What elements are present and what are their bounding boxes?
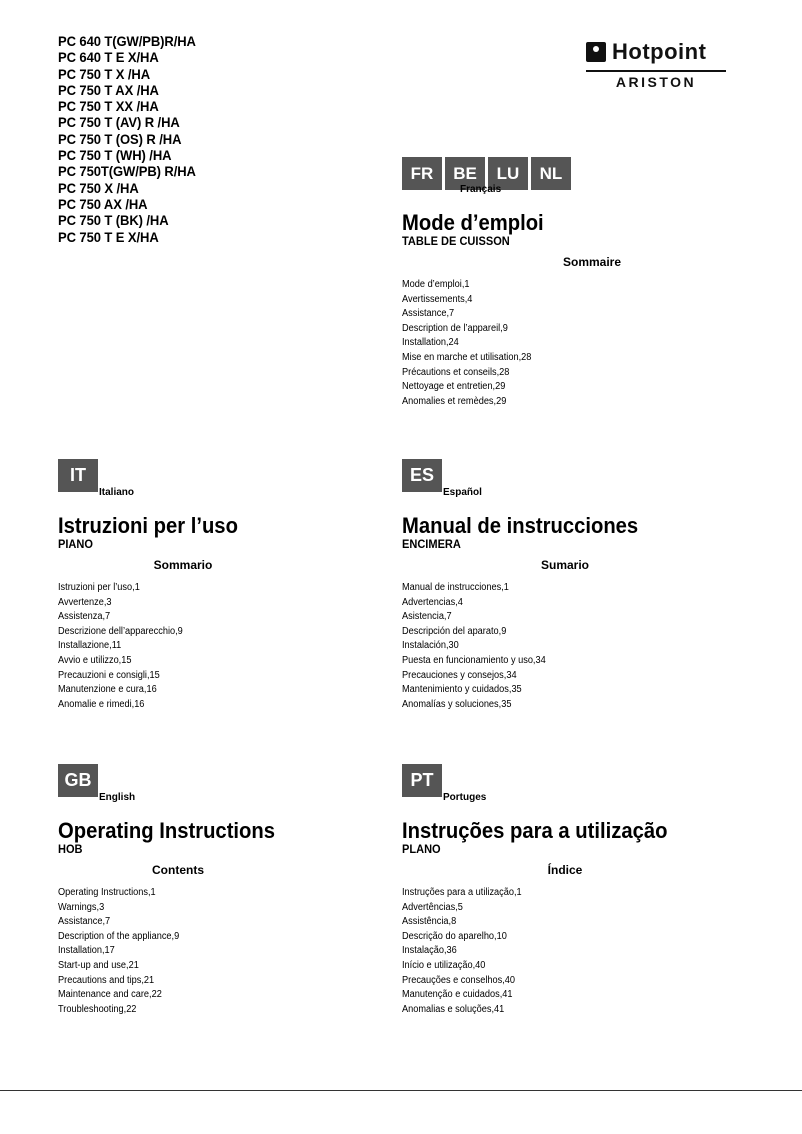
section-it [58, 459, 398, 712]
toc-item: Descripción del aparato,9 [402, 625, 507, 637]
toc-item: Assistência,8 [402, 916, 457, 928]
toc-item: Assistance,7 [58, 916, 111, 928]
toc-item: Instalação,36 [402, 945, 457, 957]
section-title: Manual de instrucciones [402, 513, 639, 538]
toc-item: Description of the appliance,9 [58, 930, 180, 942]
badge-es: ES [402, 459, 442, 492]
toc-item: Manutenção e cuidados,41 [402, 989, 513, 1001]
toc-item: Advertências,5 [402, 901, 463, 913]
toc-item: Précautions et conseils,28 [402, 366, 510, 378]
toc-heading: Sommario [153, 558, 213, 572]
language-name: Italiano [99, 487, 135, 498]
toc-item: Início e utilização,40 [402, 959, 486, 971]
toc-item: Mise en marche et utilisation,28 [402, 351, 532, 363]
toc-item: Instruções para a utilização,1 [402, 887, 522, 898]
language-name: Español [443, 487, 482, 498]
section-subtitle: TABLE DE CUISSON [402, 234, 510, 248]
toc-item: Anomalies et remèdes,29 [402, 395, 507, 407]
model-item: PC 750 T (BK) /HA [58, 212, 169, 229]
toc-item: Assistance,7 [402, 308, 455, 320]
toc-item: Istruzioni per l’uso,1 [58, 582, 140, 593]
model-item: PC 750 X /HA [58, 179, 139, 196]
model-item: PC 750T(GW/PB) R/HA [58, 163, 196, 180]
toc-item: Precautions and tips,21 [58, 974, 155, 986]
toc-item: Warnings,3 [58, 901, 105, 913]
language-name: Portuges [443, 792, 487, 803]
section-title: Istruzioni per l’uso [58, 513, 238, 538]
badge-pt: PT [402, 764, 442, 797]
model-item: PC 750 T (WH) /HA [58, 147, 172, 164]
toc-item: Manual de instrucciones,1 [402, 582, 509, 593]
toc-item: Precauzioni e consigli,15 [58, 669, 160, 681]
toc-item: Precauções e conselhos,40 [402, 974, 516, 986]
toc-heading: Índice [547, 863, 583, 877]
badge-nl: NL [531, 157, 571, 190]
logo-sub-text: ARISTON [615, 74, 697, 90]
toc-list [402, 278, 742, 409]
toc-item: Avertissements,4 [402, 293, 473, 305]
model-item: PC 750 AX /HA [58, 195, 148, 212]
toc-list [402, 581, 742, 712]
model-item: PC 750 T XX /HA [58, 98, 159, 115]
toc-heading: Sommaire [562, 255, 622, 269]
toc-item: Start-up and use,21 [58, 959, 139, 971]
section-es [402, 459, 742, 712]
toc-item: Nettoyage et entretien,29 [402, 381, 506, 393]
section-subtitle: HOB [58, 842, 83, 856]
hotpoint-logo-icon [586, 42, 606, 62]
section-pt [402, 764, 742, 1017]
toc-item: Descrizione dell’apparecchio,9 [58, 625, 183, 637]
model-item: PC 640 T E X/HA [58, 49, 159, 66]
toc-item: Precauciones y consejos,34 [402, 669, 517, 681]
toc-item: Puesta en funcionamiento y uso,34 [402, 654, 546, 666]
model-item: PC 750 T E X/HA [58, 228, 159, 245]
toc-item: Troubleshooting,22 [58, 1003, 137, 1015]
toc-item: Mantenimiento y cuidados,35 [402, 684, 522, 696]
badge-gb: GB [58, 764, 98, 797]
toc-list [58, 581, 398, 712]
toc-item: Installation,24 [402, 337, 459, 349]
toc-item: Installazione,11 [58, 640, 122, 652]
language-badges [402, 157, 742, 191]
toc-item: Assistenza,7 [58, 611, 111, 623]
badge-be: BE [445, 157, 485, 190]
toc-item: Instalación,30 [402, 640, 459, 652]
toc-heading: Contents [152, 863, 204, 877]
toc-item: Operating Instructions,1 [58, 887, 156, 898]
toc-item: Avvertenze,3 [58, 596, 112, 608]
toc-item: Manutenzione e cura,16 [58, 684, 157, 696]
logo-brand-row [586, 40, 726, 64]
toc-item: Descrição do aparelho,10 [402, 930, 507, 942]
toc-item: Advertencias,4 [402, 596, 463, 608]
toc-item: Anomalie e rimedi,16 [58, 698, 145, 710]
section-title: Mode d’emploi [402, 210, 544, 235]
model-item: PC 640 T(GW/PB)R/HA [58, 33, 196, 49]
toc-item: Maintenance and care,22 [58, 989, 162, 1001]
section-subtitle: PIANO [58, 537, 93, 551]
badge-fr: FR [402, 157, 442, 190]
logo-brand-text: Hotpoint [612, 39, 707, 64]
logo-divider [586, 70, 726, 72]
model-item: PC 750 T AX /HA [58, 81, 159, 98]
section-title: Operating Instructions [58, 818, 276, 843]
section-subtitle: ENCIMERA [402, 537, 461, 551]
toc-item: Installation,17 [58, 945, 115, 957]
toc-item: Asistencia,7 [402, 611, 452, 623]
toc-list [402, 886, 742, 1017]
section-fr [402, 157, 742, 409]
model-item: PC 750 T X /HA [58, 65, 151, 82]
section-subtitle: PLANO [402, 842, 441, 856]
brand-logo [586, 40, 726, 92]
language-name: Français [460, 184, 502, 195]
toc-item: Description de l’appareil,9 [402, 322, 508, 334]
section-gb [58, 764, 398, 1017]
toc-item: Anomalias e soluções,41 [402, 1003, 505, 1015]
toc-item: Anomalías y soluciones,35 [402, 698, 512, 710]
language-name: English [99, 792, 136, 803]
model-list [58, 33, 318, 245]
toc-heading: Sumario [540, 558, 589, 572]
toc-list [58, 886, 398, 1017]
section-title: Instruções para a utilização [402, 818, 668, 843]
badge-lu: LU [488, 157, 528, 190]
toc-item: Avvio e utilizzo,15 [58, 654, 132, 666]
model-item: PC 750 T (AV) R /HA [58, 114, 180, 131]
model-item: PC 750 T (OS) R /HA [58, 130, 182, 147]
footer-divider [0, 1090, 802, 1091]
toc-item: Mode d’emploi,1 [402, 279, 470, 290]
badge-it: IT [58, 459, 98, 492]
